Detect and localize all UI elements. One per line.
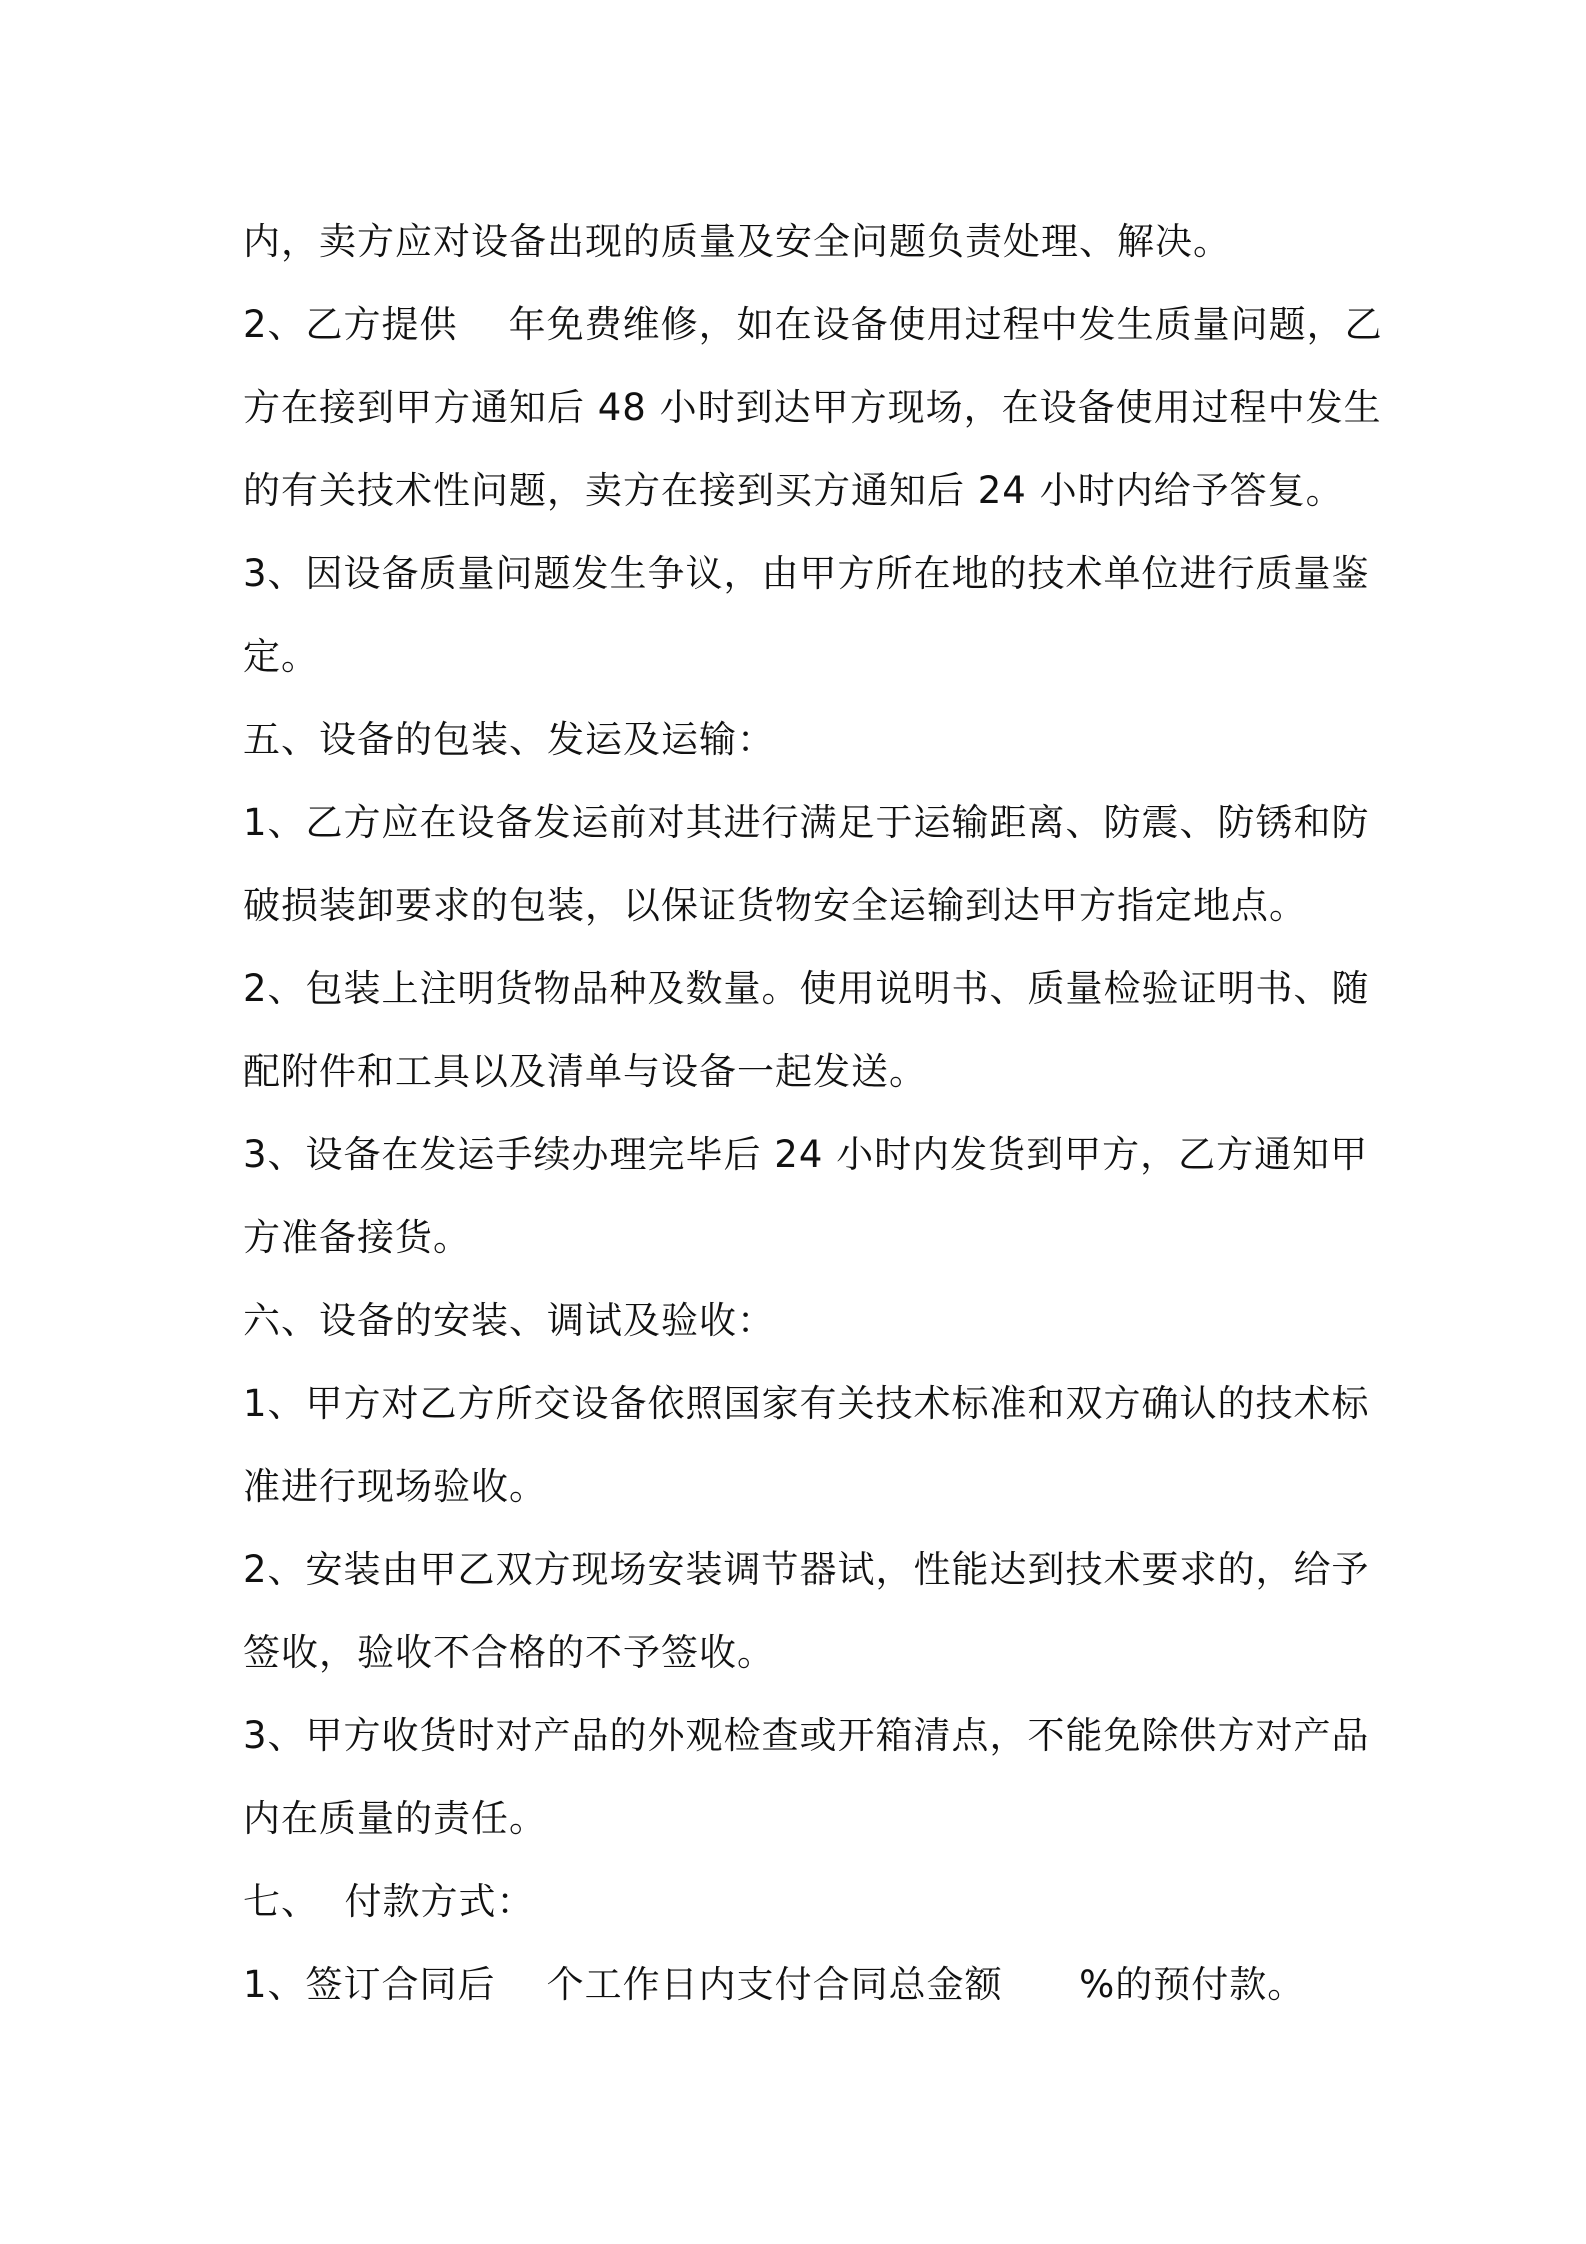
text-line: 方在接到甲方通知后 48 小时到达甲方现场，在设备使用过程中发生 bbox=[243, 386, 1382, 429]
text-line: 3、因设备质量问题发生争议，由甲方所在地的技术单位进行质量鉴 bbox=[243, 552, 1370, 595]
section-heading: 七、 付款方式： bbox=[243, 1880, 535, 1923]
text-line: 1、甲方对乙方所交设备依照国家有关技术标准和双方确认的技术标 bbox=[243, 1382, 1370, 1425]
section-heading: 六、设备的安装、调试及验收： bbox=[243, 1299, 775, 1342]
text-line: 1、签订合同后 个工作日内支付合同总金额 %的预付款。 bbox=[243, 1963, 1306, 2006]
text-line: 2、包装上注明货物品种及数量。使用说明书、质量检验证明书、随 bbox=[243, 967, 1370, 1010]
text-line: 配附件和工具以及清单与设备一起发送。 bbox=[243, 1050, 927, 1093]
text-line: 内在质量的责任。 bbox=[243, 1797, 547, 1840]
text-line: 1、乙方应在设备发运前对其进行满足于运输距离、防震、防锈和防 bbox=[243, 801, 1370, 844]
document-body bbox=[243, 200, 1383, 2026]
text-line: 定。 bbox=[243, 635, 319, 678]
text-line: 内，卖方应对设备出现的质量及安全问题负责处理、解决。 bbox=[243, 220, 1231, 263]
text-line: 2、安装由甲乙双方现场安装调节器试，性能达到技术要求的，给予 bbox=[243, 1548, 1370, 1591]
text-line: 准进行现场验收。 bbox=[243, 1465, 547, 1508]
text-line: 3、设备在发运手续办理完毕后 24 小时内发货到甲方，乙方通知甲 bbox=[243, 1133, 1369, 1176]
text-line: 2、乙方提供 年免费维修，如在设备使用过程中发生质量问题，乙 bbox=[243, 303, 1383, 346]
text-line: 的有关技术性问题，卖方在接到买方通知后 24 小时内给予答复。 bbox=[243, 469, 1344, 512]
text-line: 签收，验收不合格的不予签收。 bbox=[243, 1631, 775, 1674]
section-heading: 五、设备的包装、发运及运输： bbox=[243, 718, 775, 761]
text-line: 方准备接货。 bbox=[243, 1216, 471, 1259]
text-line: 破损装卸要求的包装，以保证货物安全运输到达甲方指定地点。 bbox=[243, 884, 1307, 927]
text-line: 3、甲方收货时对产品的外观检查或开箱清点，不能免除供方对产品 bbox=[243, 1714, 1370, 1757]
